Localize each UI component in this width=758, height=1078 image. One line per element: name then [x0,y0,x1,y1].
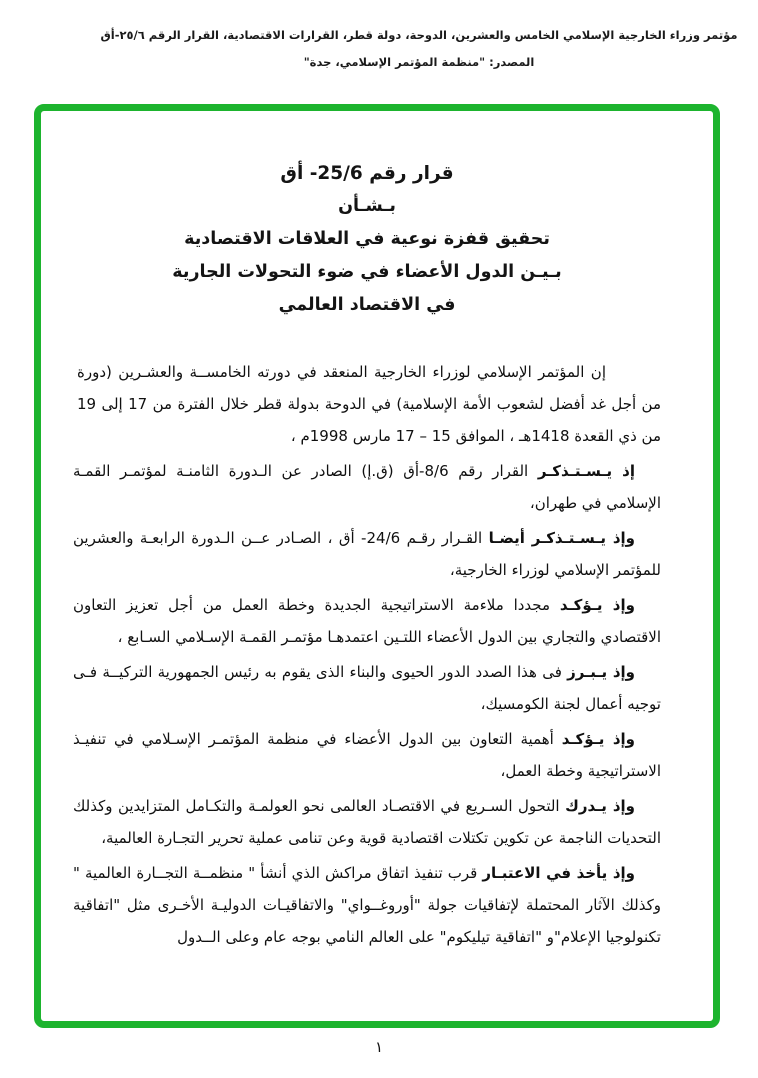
paragraph-lead: وإذ يـبـرز [567,663,635,681]
paragraph-text: أهمية التعاون بين الدول الأعضاء في منظمة المؤتمـر الإسـلامي في تنفيـذ الاستراتيجية وخطة العمل، [73,730,661,780]
paragraph-text: فى هذا الصدد الدور الحيوى والبناء الذى يقوم به رئيس الجمهورية التركيــة فـى توجيه أعمال لجنة الكومسيك، [73,663,661,713]
title-line-4: بـيـن الدول الأعضاء في ضوء التحولات الجارية [172,262,562,282]
paragraph-text: التحول السـريع في الاقتصـاد العالمى نحو العولمـة والتكـامل المتزايدين وكذلك التحديات الناجمة عن تكوين تكتلات اقتصادية قوية وعن تنامى عملية تحرير التجـارة العالمية، [73,797,661,847]
paragraph-4 [73,589,661,653]
title-line-3: تحقيق قفزة نوعية في العلاقات الاقتصادية [184,229,550,249]
paragraph-lead: وإذ يـؤكـد [559,596,635,614]
paragraph-3 [73,522,661,586]
paragraph-7 [73,790,661,854]
paragraph-lead: وإذ يـدرك [565,797,635,815]
paragraph-text: القـرار رقـم 24/6- أق ، الصـادر عــن الـدورة الرابعـة والعشرين للمؤتمر الإسلامي لوزراء الخارجية، [73,529,661,579]
paragraph-2 [73,455,661,519]
title-block [73,157,661,322]
paragraph-lead: وإذ يـؤكـد [561,730,635,748]
document-header [88,22,750,76]
header-line-2: المصدر: "منظمة المؤتمر الإسلامي، جدة" [303,55,535,69]
title-line-1: قرار رقم 25/6- أق [280,163,454,184]
paragraph-lead: إذ يـسـتـذكـر [537,462,635,480]
title-line-5: في الاقتصاد العالمي [278,295,456,315]
document-frame [34,104,720,1028]
page-number: ١ [374,1038,384,1056]
paragraph-1 [77,356,661,452]
paragraph-6 [73,723,661,787]
document-body [73,356,661,953]
paragraph-text: قرب تنفيذ اتفاق مراكش الذي أنشأ " منظمــة التجــارة العالمية " وكذلك الآثار المحتملة لإتفاقيات جولة "أوروغــواي" والاتفاقيـات الدوليـة الأخـرى مثل "اتفاقية تكنولوجيا الإعلام"و "اتفاقية تيليكوم" على العالم النامي بوجه عام وعلى الــدول [73,864,661,946]
title-line-2: بـشـأن [338,196,396,216]
paragraph-lead: وإذ يـسـتـذكـر أيضـا [488,529,635,547]
paragraph-lead: وإذ يأخذ في الاعتبـار [482,864,635,882]
paragraph-text: القرار رقم 8/6-أق (ق.إ) الصادر عن الـدورة الثامنـة لمؤتمـر القمـة الإسلامي في طهران، [73,462,661,512]
paragraph-8 [73,857,661,953]
paragraph-text: مجددا ملاءمة الاستراتيجية الجديدة وخطة العمل من أجل تعزيز التعاون الاقتصادي والتجاري بين الدول الأعضاء اللتـين اعتمدهـا مؤتمـر القمـة الإسـلامي السـابع ، [73,596,661,646]
header-line-1: مؤتمر وزراء الخارجية الإسلامي الخامس والعشرين، الدوحة، دولة قطر، القرارات الاقتصادية، القرار الرقم ٢٥/٦-أق [100,28,738,42]
paragraph-5 [73,656,661,720]
paragraph-text: إن المؤتمر الإسلامي لوزراء الخارجية المنعقد في دورته الخامســة والعشـرين (دورة من أجل غد أفضل لشعوب الأمة الإسلامية) في الدوحة بدولة قطر خلال الفترة من 17 إلى 19 من ذي القعدة 1418هـ ، الموافق 15 – 17 مارس 1998م ، [77,363,661,445]
